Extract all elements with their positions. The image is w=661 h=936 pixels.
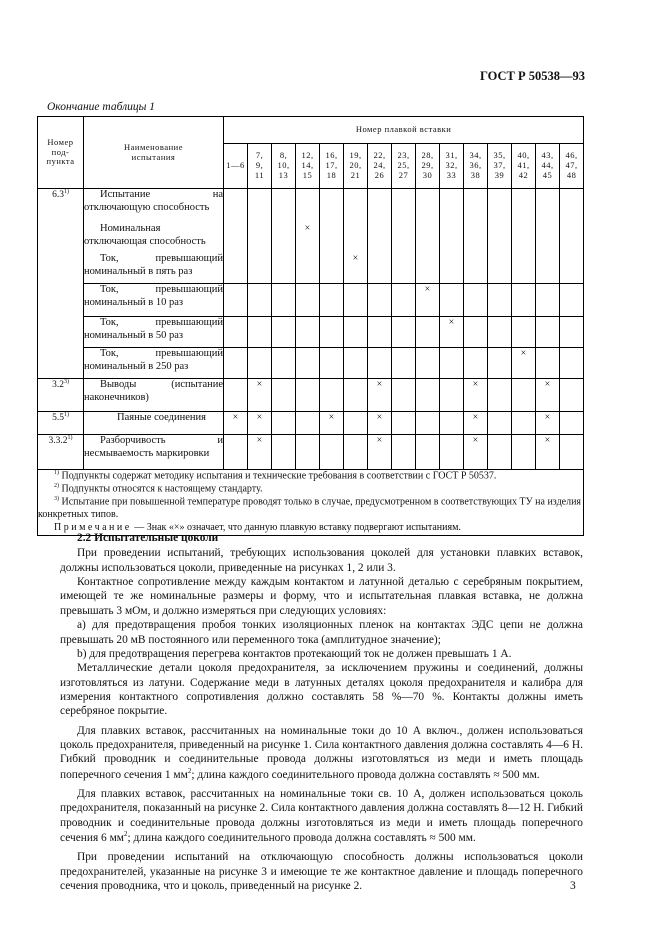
mark-cell [512, 189, 536, 224]
mark-cell [512, 253, 536, 284]
table-row [38, 253, 584, 284]
mark-cell [344, 223, 368, 253]
mark-cell [392, 189, 416, 224]
paragraph [60, 724, 583, 782]
table-caption: Окончание таблицы 1 [47, 101, 155, 113]
mark-cell [560, 348, 584, 379]
mark-cell [296, 253, 320, 284]
mark-cell: × [248, 379, 272, 412]
mark-cell [512, 412, 536, 435]
mark-cell [536, 348, 560, 379]
mark-cell: × [464, 435, 488, 470]
mark-cell [224, 317, 248, 348]
mark-cell [560, 317, 584, 348]
mark-cell [464, 348, 488, 379]
mark-cell: × [368, 379, 392, 412]
mark-cell [392, 379, 416, 412]
mark-cell [224, 348, 248, 379]
mark-cell [272, 223, 296, 253]
mark-cell: × [344, 253, 368, 284]
header-test-name: Наименование испытания [84, 117, 224, 189]
header-fuse-column: 28, 29, 30 [416, 144, 440, 189]
mark-cell [416, 348, 440, 379]
mark-cell [320, 317, 344, 348]
mark-cell [560, 435, 584, 470]
mark-cell: × [320, 412, 344, 435]
mark-cell [344, 189, 368, 224]
test-name: Паяные соединения [84, 412, 224, 435]
header-fuse-column: 7, 9, 11 [248, 144, 272, 189]
header-fuse-column: 12, 14, 15 [296, 144, 320, 189]
header-fuse-column: 40, 41, 42 [512, 144, 536, 189]
test-name: Номинальная отключающая способность [84, 223, 224, 253]
mark-cell [536, 189, 560, 224]
mark-cell [488, 317, 512, 348]
footnote: $^{3)}$ Испытание при повышенной температуре проводят только в случае, предусмотренном в соответствующих ТУ на изделия конкретных типов. [38, 496, 582, 521]
mark-cell [320, 253, 344, 284]
mark-cell [392, 223, 416, 253]
mark-cell [488, 284, 512, 317]
mark-cell [464, 189, 488, 224]
text: Для плавких вставок, рассчитанных на номинальные токи св. 10 А, должен использоваться цоколь предохранителя, показанный на рисунке 2. Сила контактного давления должна составлять 8—12 Н. Гибкий проводник и соединительные провода должны изготовляться из меди и иметь площадь поперечного сечения 6 мм [60, 787, 583, 844]
mark-cell [560, 223, 584, 253]
mark-cell: × [536, 412, 560, 435]
mark-cell [416, 379, 440, 412]
table-row [38, 412, 584, 435]
mark-cell [512, 435, 536, 470]
mark-cell [224, 435, 248, 470]
superscript: 2 [124, 829, 128, 838]
subclause-number: 6.3$^{1)}$ [38, 189, 84, 379]
mark-cell [344, 379, 368, 412]
mark-cell: × [512, 348, 536, 379]
mark-cell [560, 412, 584, 435]
mark-cell [536, 253, 560, 284]
mark-cell [368, 253, 392, 284]
mark-cell [368, 189, 392, 224]
header-fuse-column: 35, 37, 39 [488, 144, 512, 189]
mark-cell [248, 348, 272, 379]
paragraph [60, 787, 583, 845]
mark-cell [416, 412, 440, 435]
footnote: $^{1)}$ Подпункты содержат методику испытания и технические требования в соответствии с ГОСТ Р 50537. [54, 470, 497, 482]
mark-cell: × [368, 435, 392, 470]
mark-cell [560, 379, 584, 412]
test-name: Ток, превышающий номинальный в 50 раз [84, 317, 224, 348]
mark-cell [344, 348, 368, 379]
mark-cell [224, 189, 248, 224]
mark-cell [440, 348, 464, 379]
header-fuse-column: 23, 25, 27 [392, 144, 416, 189]
mark-cell [296, 379, 320, 412]
mark-cell [224, 253, 248, 284]
mark-cell: × [416, 284, 440, 317]
mark-cell [344, 284, 368, 317]
mark-cell [296, 435, 320, 470]
superscript: 2 [187, 766, 192, 775]
header-fuse-column: 19, 20, 21 [344, 144, 368, 189]
mark-cell [488, 379, 512, 412]
mark-cell [248, 223, 272, 253]
header-fuse-column: 43, 44, 45 [536, 144, 560, 189]
mark-cell [416, 223, 440, 253]
subclause-number: 3.2$^{3)}$ [38, 379, 84, 412]
mark-cell [392, 253, 416, 284]
mark-cell [392, 435, 416, 470]
mark-cell: × [536, 379, 560, 412]
standard-code: ГОСТ Р 50538—93 [479, 69, 585, 83]
mark-cell: × [296, 223, 320, 253]
mark-cell [488, 435, 512, 470]
mark-cell [512, 379, 536, 412]
test-name: Ток, превышающий номинальный в пять раз [84, 253, 224, 284]
test-name: Испытание на отключающую способность [84, 189, 224, 224]
mark-cell [488, 412, 512, 435]
mark-cell [416, 189, 440, 224]
mark-cell [248, 317, 272, 348]
test-matrix-table [37, 116, 584, 536]
test-name: Разборчивость и несмываемость маркировки [84, 435, 224, 470]
header-fuse-column: 34, 36, 38 [464, 144, 488, 189]
mark-cell: × [536, 435, 560, 470]
mark-cell [272, 379, 296, 412]
mark-cell [368, 284, 392, 317]
mark-cell [560, 253, 584, 284]
header-fuse-column: 31, 32, 33 [440, 144, 464, 189]
table-footnotes [38, 470, 584, 536]
mark-cell [560, 189, 584, 224]
mark-cell [272, 435, 296, 470]
mark-cell: × [248, 435, 272, 470]
header-fuse-column: 16, 17, 18 [320, 144, 344, 189]
footnote: $^{2)}$ Подпункты относятся к настоящему стандарту. [54, 483, 263, 495]
mark-cell [224, 284, 248, 317]
mark-cell [416, 317, 440, 348]
mark-cell [488, 189, 512, 224]
mark-cell [368, 348, 392, 379]
mark-cell: × [464, 412, 488, 435]
mark-cell [272, 348, 296, 379]
mark-cell: × [368, 412, 392, 435]
mark-cell [488, 253, 512, 284]
test-name: Ток, превышающий номинальный в 250 раз [84, 348, 224, 379]
mark-cell [272, 253, 296, 284]
mark-cell [248, 284, 272, 317]
mark-cell [512, 317, 536, 348]
table-row [38, 348, 584, 379]
test-name: Ток, превышающий номинальный в 10 раз [84, 284, 224, 317]
section-2-2 [60, 531, 583, 893]
mark-cell [320, 379, 344, 412]
mark-cell [440, 223, 464, 253]
table-row [38, 223, 584, 253]
mark-cell [416, 253, 440, 284]
page-number: 3 [570, 880, 576, 892]
mark-cell [368, 317, 392, 348]
table-row [38, 379, 584, 412]
mark-cell [368, 223, 392, 253]
paragraph: Металлические детали цоколя предохранителя, за исключением пружины и соединений, должны изготовляться из латуни. Содержание меди в латунных деталях цоколя предохранителя и калибра для измерения контактного сопротивления должно составлять 58 %—70 %. Контакты должны иметь серебряное покрытие. [60, 662, 583, 718]
mark-cell [536, 317, 560, 348]
header-fuse-column: 46, 47, 48 [560, 144, 584, 189]
header-subclause: Номер под-пункта [38, 117, 84, 189]
header-fuse-column: 1—6 [224, 144, 248, 189]
mark-cell [224, 223, 248, 253]
mark-cell: × [440, 317, 464, 348]
mark-cell [224, 379, 248, 412]
paragraph: b) для предотвращения перегрева контактов протекающий ток не должен превышать 1 А. [77, 647, 512, 660]
mark-cell: × [464, 379, 488, 412]
paragraph: При проведении испытаний, требующих использования цоколей для установки плавких вставок, должны использоваться цоколи, приведенные на рисунках 1, 2 или 3. [60, 547, 583, 574]
subclause-number: 5.5$^{1)}$ [38, 412, 84, 435]
mark-cell [392, 317, 416, 348]
mark-cell [464, 253, 488, 284]
mark-cell [536, 223, 560, 253]
text: ; длина каждого соединительного провода должна составлять ≈ 500 мм. [191, 768, 540, 781]
table-note: Примечание — Знак «×» означает, что данную плавкую вставку подвергают испытаниям. [54, 522, 461, 534]
mark-cell [440, 253, 464, 284]
mark-cell [320, 223, 344, 253]
mark-cell [272, 189, 296, 224]
header-fuse-group: Номер плавкой вставки [224, 117, 584, 144]
text: ; длина каждого соединительного провода должна составлять ≈ 500 мм. [127, 831, 476, 844]
mark-cell [536, 284, 560, 317]
header-fuse-column: 8, 10, 13 [272, 144, 296, 189]
paragraph: Контактное сопротивление между каждым контактом и латунной деталью с серебряным покрытием, имеющей те же номинальные размеры и форму, что и испытательная плавкая вставка, не должна превышать 3 мОм, и должно измеряться при следующих условиях: [60, 576, 583, 617]
subclause-number: 3.3.2$^{1)}$ [38, 435, 84, 470]
mark-cell [296, 284, 320, 317]
mark-cell [272, 317, 296, 348]
mark-cell [440, 379, 464, 412]
mark-cell [560, 284, 584, 317]
mark-cell [344, 412, 368, 435]
mark-cell [512, 284, 536, 317]
mark-cell [392, 412, 416, 435]
mark-cell [512, 223, 536, 253]
mark-cell [296, 317, 320, 348]
mark-cell [464, 223, 488, 253]
mark-cell [248, 189, 272, 224]
mark-cell [392, 348, 416, 379]
mark-cell [344, 317, 368, 348]
mark-cell [248, 253, 272, 284]
section-heading: 2.2 Испытательные цоколи [77, 532, 219, 544]
mark-cell: × [224, 412, 248, 435]
mark-cell [296, 412, 320, 435]
mark-cell [392, 284, 416, 317]
paragraph: При проведении испытаний на отключающую способность должны использоваться цоколи предохранителей, указанные на рисунке 3 и имеющие те же контактное давление и площадь поперечного сечения проводника, что и цоколь, приведенный на рисунке 2. [60, 851, 583, 892]
mark-cell [320, 189, 344, 224]
mark-cell [440, 435, 464, 470]
mark-cell [320, 435, 344, 470]
mark-cell [296, 189, 320, 224]
table-row [38, 189, 584, 224]
mark-cell [464, 284, 488, 317]
mark-cell [320, 348, 344, 379]
mark-cell [440, 412, 464, 435]
mark-cell [320, 284, 344, 317]
table-row [38, 317, 584, 348]
mark-cell: × [248, 412, 272, 435]
mark-cell [272, 412, 296, 435]
mark-cell [296, 348, 320, 379]
header-fuse-column: 22, 24, 26 [368, 144, 392, 189]
mark-cell [344, 435, 368, 470]
test-name: Выводы (испытание наконечников) [84, 379, 224, 412]
table-row [38, 284, 584, 317]
text: Для плавких вставок, рассчитанных на номинальные токи до 10 А включ., должен использоваться цоколь предохранителя, приведенный на рисунке 1. Сила контактного давления должна составлять 4—6 Н. Гибкий проводник и соединительные провода должны изготовляться из меди и иметь площадь поперечного сечения 1 мм [60, 724, 583, 781]
mark-cell [416, 435, 440, 470]
mark-cell [440, 189, 464, 224]
mark-cell [464, 317, 488, 348]
mark-cell [488, 348, 512, 379]
mark-cell [440, 284, 464, 317]
paragraph: a) для предотвращения пробоя тонких изоляционных пленок на контактах ЭДС цепи не должна превышать 20 мВ постоянного или переменного тока (амплитудное значение); [60, 619, 583, 646]
mark-cell [272, 284, 296, 317]
table-row [38, 435, 584, 470]
mark-cell [488, 223, 512, 253]
